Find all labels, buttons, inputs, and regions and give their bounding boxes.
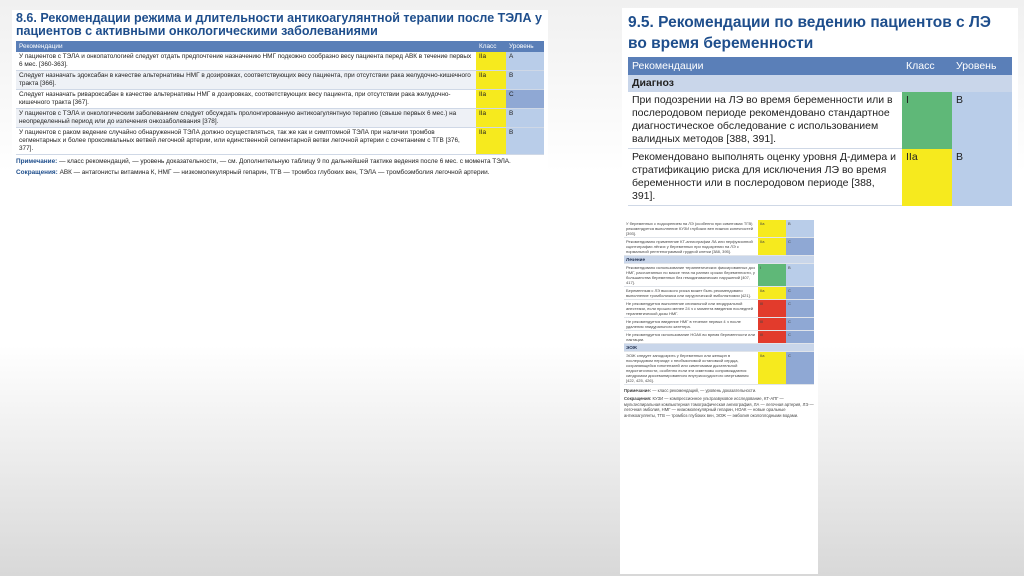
class-cell: III xyxy=(758,300,786,318)
class-cell: IIa xyxy=(758,287,786,300)
table-row xyxy=(624,352,814,385)
header-level: Уровень xyxy=(506,41,544,52)
table-row xyxy=(624,318,814,331)
level-cell: C xyxy=(786,318,814,331)
recommendation-text: Следует назначать эдоксабан в качестве альтернативы НМГ в дозировках, соответствующих весу пациента, при отсутствии рака желудочно-кишечного тракта [366]. xyxy=(16,71,476,90)
section-title: 8.6. Рекомендации режима и длительности антикоагулянтной терапии после ТЭЛА у пациентов с активными онкологическими заболеваниями xyxy=(16,11,542,38)
header-recommendations: Рекомендации xyxy=(16,41,476,52)
abbr-label: Сокращения: xyxy=(16,169,58,176)
level-cell: C xyxy=(786,287,814,300)
continuation-panel xyxy=(620,218,818,574)
table-row xyxy=(624,264,814,287)
recommendation-text: Рекомендовано применение КТ-ангиографии ЛА или перфузионной сцинтиграфии лёгких у беременных при подозрении на ЛЭ с нормальной рентгенограммой грудной клетки [388, 395]. xyxy=(624,238,758,256)
level-cell: C xyxy=(506,90,544,109)
level-cell: B xyxy=(786,220,814,238)
class-cell: IIa xyxy=(476,128,506,155)
class-cell: I xyxy=(902,92,952,149)
table-note xyxy=(16,158,544,166)
class-cell: III xyxy=(758,331,786,344)
class-cell: IIa xyxy=(476,52,506,71)
note-text: — класс рекомендаций, — уровень доказательности, — см. Дополнительную таблицу 9 по дальнейшей тактике ведения после 6 мес. с момента ТЭЛА. xyxy=(59,158,511,165)
table-row xyxy=(16,109,544,128)
recommendation-text: Не рекомендуется введение НМГ в течение первых 4 ч после удаления эпидурального катетера. xyxy=(624,318,758,331)
recommendation-text: У беременных с подозрением на ЛЭ (особенно при симптомах ТГВ) рекомендуется выполнение КУЗИ глубоких вен нижних конечностей [393]. xyxy=(624,220,758,238)
level-cell: C xyxy=(786,352,814,385)
level-cell: B xyxy=(506,71,544,90)
level-cell: B xyxy=(952,149,1012,206)
note-label: Примечание: xyxy=(624,388,652,393)
class-cell: IIa xyxy=(476,90,506,109)
section-label: Лечение xyxy=(624,256,814,264)
table-row xyxy=(628,92,1012,149)
note-label: Примечание: xyxy=(16,158,58,165)
table-row xyxy=(16,71,544,90)
class-cell: IIa xyxy=(758,238,786,256)
note-text: — класс рекомендаций, — уровень доказательности. xyxy=(652,388,757,393)
recommendation-text: Следует назначать ривароксабан в качестве альтернативы НМГ в дозировках, соответствующих весу пациента, при отсутствии рака желудочно-кишечного тракта [367]. xyxy=(16,90,476,109)
header-level: Уровень xyxy=(952,57,1012,75)
header-class: Класс xyxy=(902,57,952,75)
level-cell: C xyxy=(786,300,814,318)
right-slide-panel xyxy=(622,8,1018,216)
table-row xyxy=(624,331,814,344)
recommendation-text: Не рекомендуется использование НОАК во время беременности или лактации. xyxy=(624,331,758,344)
recommendation-text: У пациентов с ТЭЛА и онкологическим заболеванием следует обсуждать пролонгированную антикоагулянтную терапию (свыше первых 6 мес.) на неопределенный период или до излечения онкозаболевания [378]. xyxy=(16,109,476,128)
table-row xyxy=(16,128,544,155)
abbr-text: КУЗИ — компрессионное ультразвуковое исследование, КТ-АПГ — мультиспиральная компьютерная томографическая ангиография, ЛА — легочная артерия, ЛЭ — легочная эмболия, НМГ — низкомолекулярный гепарин, НОАК — новые оральные антикоагулянты, ТГВ — тромбоз глубоких вен, ЭОЖ — эмболия околоплодными водами. xyxy=(624,396,814,418)
recommendation-text: У пациентов с ТЭЛА и онкопатологией следует отдать предпочтение назначению НМГ подкожно сообразно весу пациента перед АВК в течение первых 6 мес. [360-363]. xyxy=(16,52,476,71)
section-row xyxy=(628,75,1012,92)
recommendation-text: Рекомендовано выполнять оценку уровня Д-димера и стратификацию риска для исключения ЛЭ во время беременности или в послеродовом периоде [388, 391]. xyxy=(628,149,902,206)
class-cell: III xyxy=(758,318,786,331)
abbr-text: АВК — антагонисты витамина К, НМГ — низкомолекулярный гепарин, ТГВ — тромбоз глубоких вен, ТЭЛА — тромбоэмболия легочной артерии. xyxy=(59,169,490,176)
class-cell: IIa xyxy=(758,220,786,238)
left-slide-panel xyxy=(12,10,548,214)
level-cell: C xyxy=(786,331,814,344)
level-cell: B xyxy=(952,92,1012,149)
table-row xyxy=(624,238,814,256)
table-note xyxy=(624,388,814,393)
table-abbreviations xyxy=(16,169,544,177)
recommendation-text: При подозрении на ЛЭ во время беременности или в послеродовом периоде рекомендовано стандартное диагностическое обследование с использованием валидных методов [388, 391]. xyxy=(628,92,902,149)
table-row xyxy=(624,300,814,318)
table-row xyxy=(16,52,544,71)
level-cell: B xyxy=(506,128,544,155)
section-label: ЭОЖ xyxy=(624,344,814,352)
level-cell: B xyxy=(786,264,814,287)
section-label: Диагноз xyxy=(628,75,1012,92)
table-row xyxy=(628,149,1012,206)
recommendation-text: У пациентов с раком ведение случайно обнаруженной ТЭЛА должно осуществляться, так же как и симптомной ТЭЛА при наличии тромбов сегментарных и более проксимальных ветвей легочной артерии, или единственной сегментарной ветви легочной артерии с сочетанием с ТГВ [376, 377]. xyxy=(16,128,476,155)
section-title: 9.5. Рекомендации по ведению пациентов с ЛЭ во время беременности xyxy=(628,14,991,52)
recommendation-text: Не рекомендуется выполнение спинальной или эпидуральной анестезии, если прошло менее 24 ч с момента введения последней терапевтической дозы НМГ. xyxy=(624,300,758,318)
level-cell: A xyxy=(506,52,544,71)
table-row xyxy=(624,220,814,238)
class-cell: IIa xyxy=(476,71,506,90)
recommendations-table xyxy=(16,41,544,155)
table-row xyxy=(624,287,814,300)
header-recommendations: Рекомендации xyxy=(628,57,902,75)
header-class: Класс xyxy=(476,41,506,52)
continuation-table xyxy=(624,220,814,385)
recommendation-text: ЭОЖ следует заподозрить у беременных или женщин в послеродовом периоде с необъяснимой остановкой сердца, сохраняющейся гипотензией или симптомами дыхательной недостаточности, особенно если эти симптомы сопровождаются синдромом диссеминированного внутрисосудистого свертывания [422, 425, 426]. xyxy=(624,352,758,385)
class-cell: IIa xyxy=(476,109,506,128)
table-row xyxy=(16,90,544,109)
level-cell: B xyxy=(506,109,544,128)
class-cell: IIa xyxy=(902,149,952,206)
recommendation-text: Беременным с ЛЭ высокого риска может быть рекомендовано выполнение тромболизиса или хирургической эмболэктомии [421]. xyxy=(624,287,758,300)
section-row xyxy=(624,256,814,264)
abbr-label: Сокращения: xyxy=(624,396,652,402)
level-cell: C xyxy=(786,238,814,256)
class-cell: I xyxy=(758,264,786,287)
class-cell: IIa xyxy=(758,352,786,385)
table-abbreviations xyxy=(624,396,814,418)
recommendation-text: Рекомендовано использование терапевтических фиксированных доз НМГ, рассчитанных по массе тела на ранних сроках беременности, у большинства беременных без гемодинамических нарушений [407, 417]. xyxy=(624,264,758,287)
section-row xyxy=(624,344,814,352)
pregnancy-table xyxy=(628,57,1012,206)
